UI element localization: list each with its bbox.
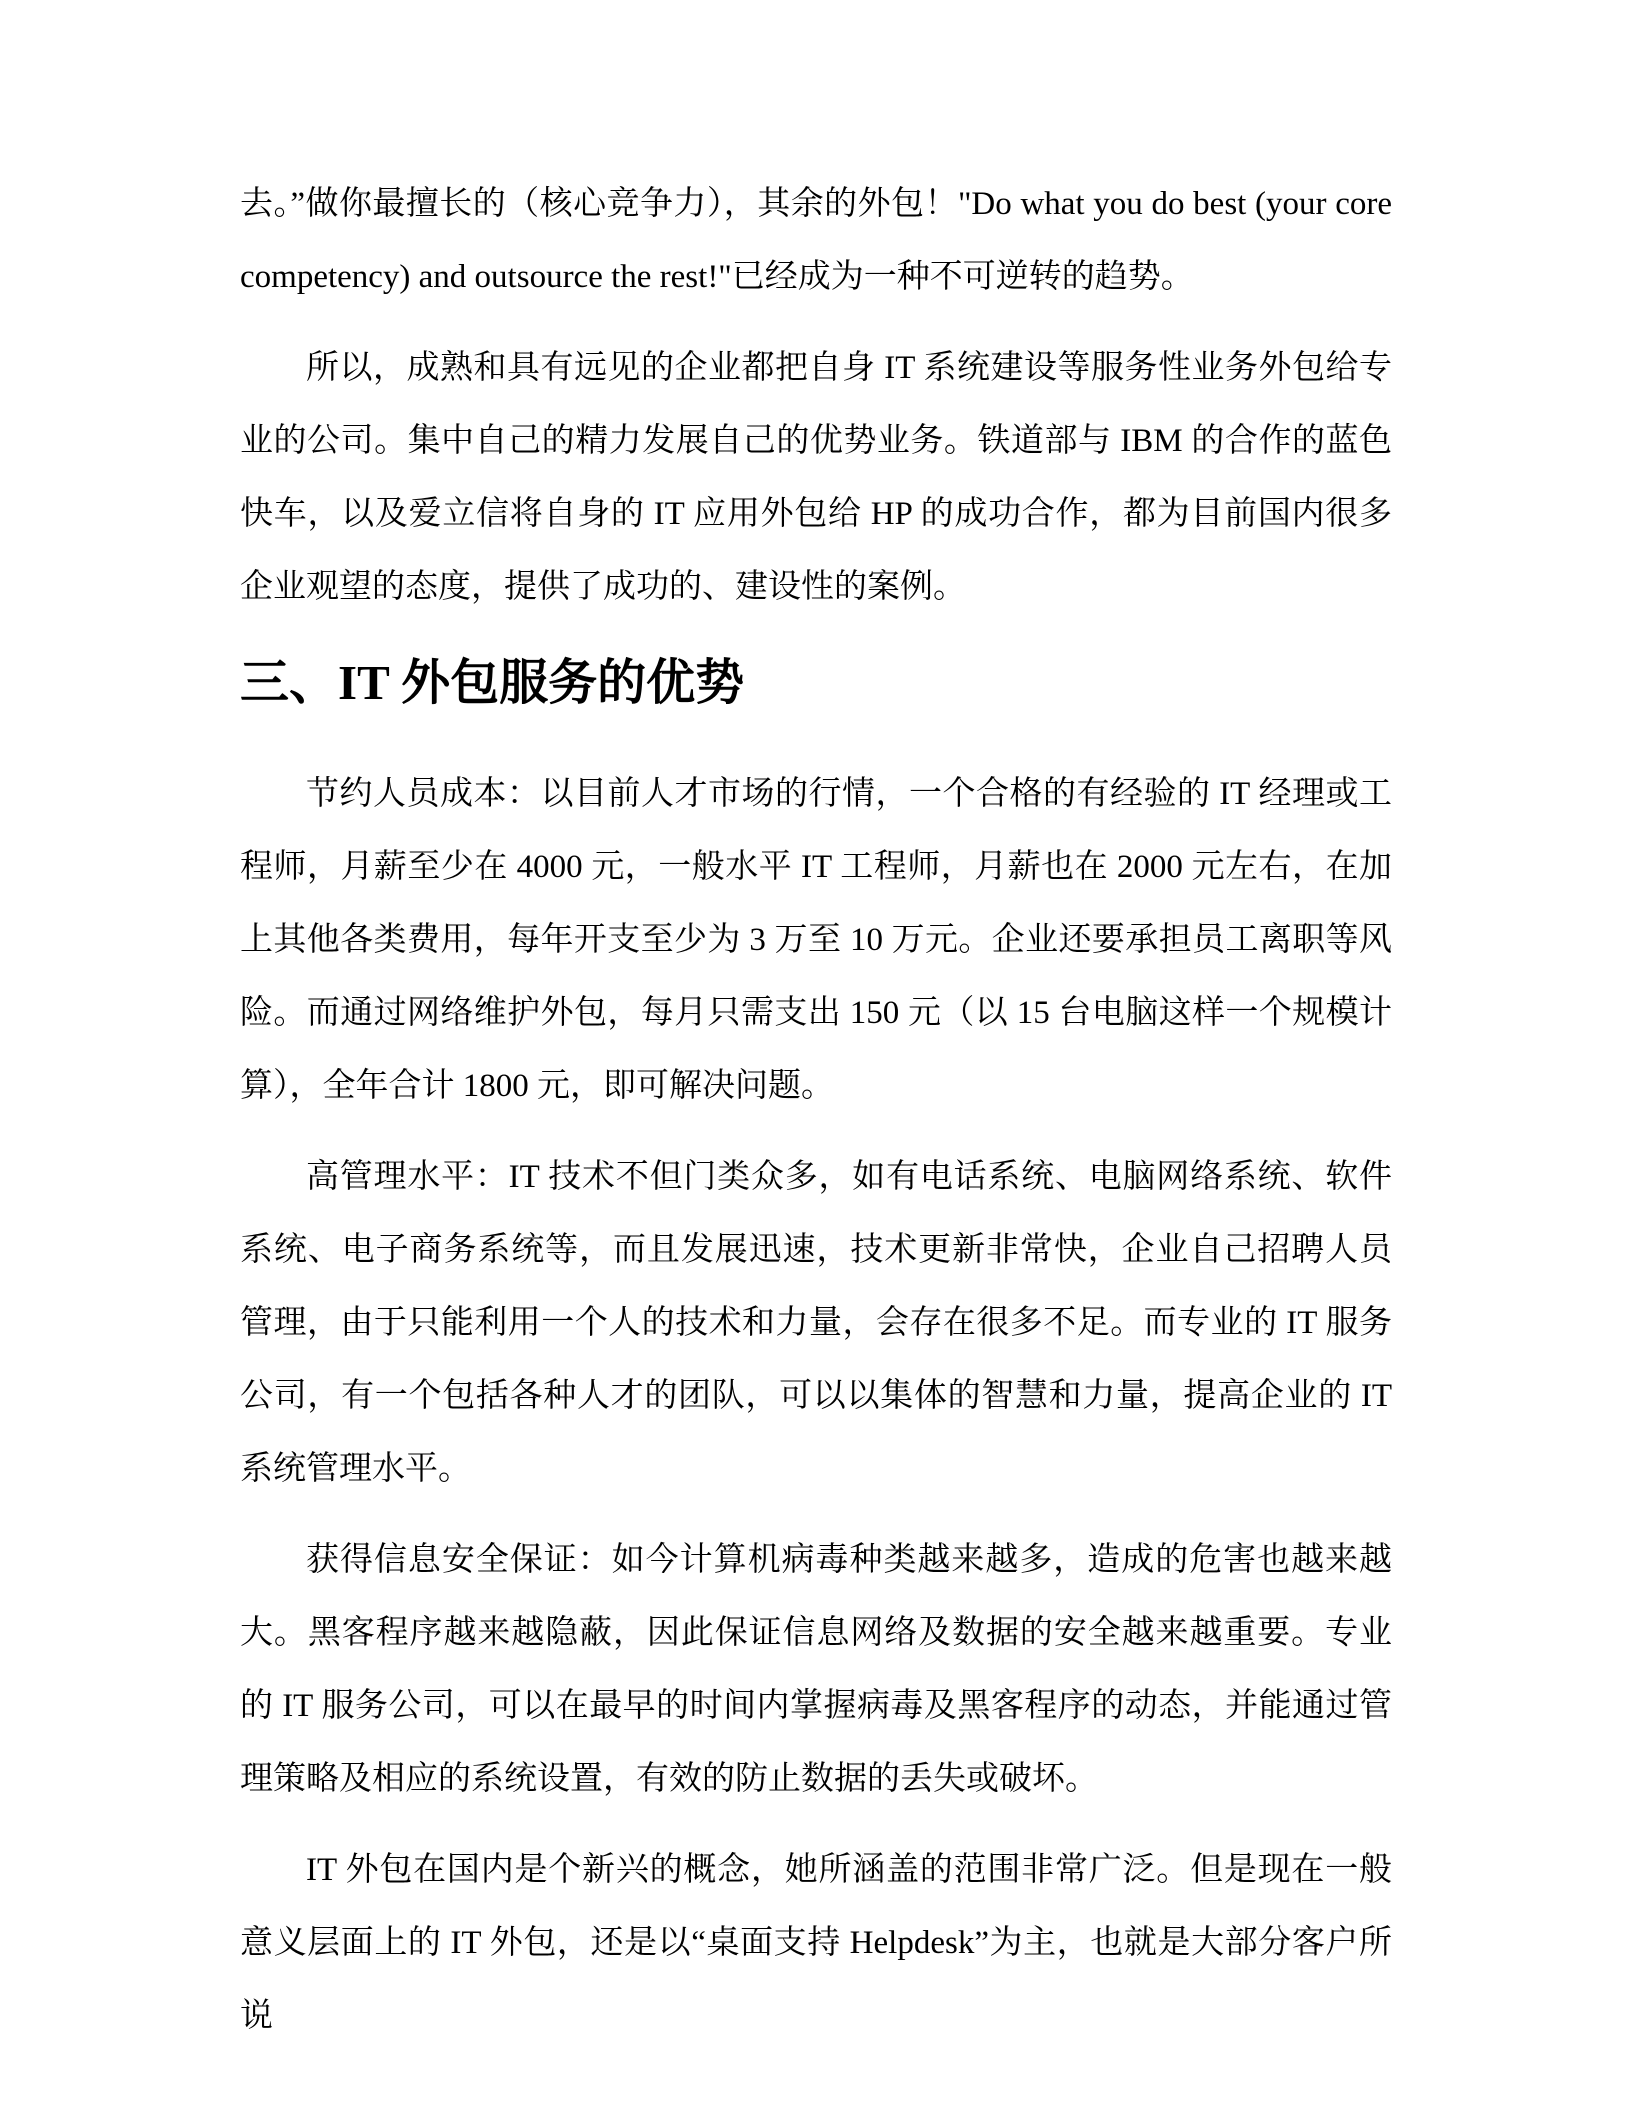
paragraph: 高管理水平：IT 技术不但门类众多，如有电话系统、电脑网络系统、软件系统、电子商务系统等，而且发展迅速，技术更新非常快，企业自己招聘人员管理，由于只能利用一个人的技术和力量，会存在很多不足。而专业的 IT 服务公司，有一个包括各种人才的团队，可以以集体的智慧和力量，提高企业的 IT 系统管理水平。: [240, 1159, 1392, 1487]
paragraph: 获得信息安全保证：如今计算机病毒种类越来越多，造成的危害也越来越大。黑客程序越来越隐蔽，因此保证信息网络及数据的安全越来越重要。专业的 IT 服务公司，可以在最早的时间内掌握病毒及黑客程序的动态，并能通过管理策略及相应的系统设置，有效的防止数据的丢失或破坏。: [240, 1542, 1392, 1797]
section-heading: 三、IT 外包服务的优势: [240, 655, 745, 710]
paragraph: IT 外包在国内是个新兴的概念，她所涵盖的范围非常广泛。但是现在一般意义层面上的 IT 外包，还是以“桌面支持 Helpdesk”为主，也就是大部分客户所说: [240, 1852, 1392, 2034]
paragraph: 节约人员成本：以目前人才市场的行情，一个合格的有经验的 IT 经理或工程师，月薪至少在 4000 元，一般水平 IT 工程师，月薪也在 2000 元左右，在加上其他各类费用，每年开支至少为 3 万至 10 万元。企业还要承担员工离职等风险。而通过网络维护外包，每月只需支出 150 元（以 15 台电脑这样一个规模计算），全年合计 1800 元，即可解决问题。: [240, 776, 1392, 1104]
paragraph: 所以，成熟和具有远见的企业都把自身 IT 系统建设等服务性业务外包给专业的公司。集中自己的精力发展自己的优势业务。铁道部与 IBM 的合作的蓝色快车，以及爱立信将自身的 IT 应用外包给 HP 的成功合作，都为目前国内很多企业观望的态度，提供了成功的、建设性的案例。: [240, 350, 1392, 605]
paragraph-continuation: 去。”做你最擅长的（核心竞争力），其余的外包！"Do what you do best (your core competency) and outsource the rest!"已经成为一种不可逆转的趋势。: [240, 186, 1392, 295]
